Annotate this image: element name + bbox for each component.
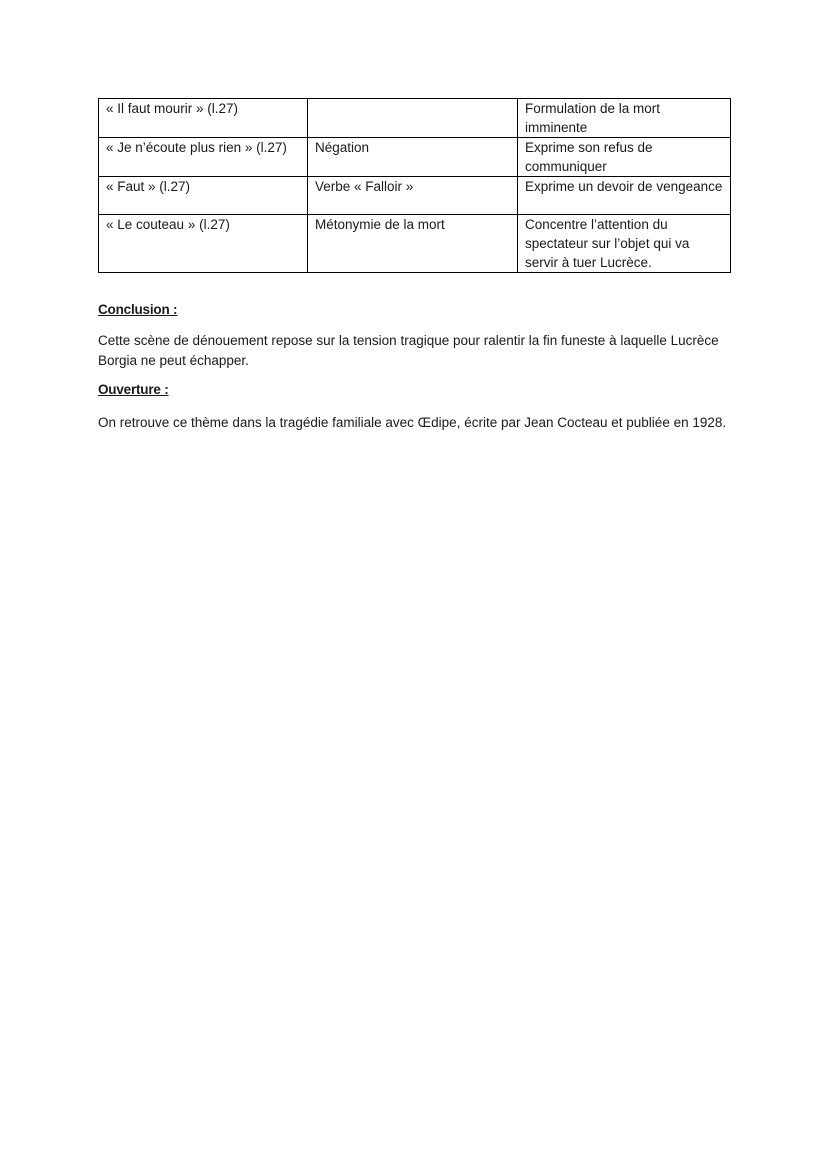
ouverture-heading: Ouverture : (98, 382, 169, 397)
table-cell-device (308, 99, 518, 138)
table-cell-device: Verbe « Falloir » (308, 177, 518, 215)
table-row (99, 99, 731, 138)
table-cell-quote: « Le couteau » (l.27) (99, 215, 308, 273)
table-cell-quote: « Faut » (l.27) (99, 177, 308, 215)
table-row (99, 177, 731, 215)
table-cell-quote: « Il faut mourir » (l.27) (99, 99, 308, 138)
ouverture-paragraph: On retrouve ce thème dans la tragédie familiale avec Œdipe, écrite par Jean Cocteau et publiée en 1928. (98, 415, 727, 430)
table-cell-effect: Concentre l’attention du spectateur sur l’objet qui va servir à tuer Lucrèce. (518, 215, 731, 273)
table-cell-device: Négation (308, 138, 518, 177)
table-cell-effect: Exprime son refus de communiquer (518, 138, 731, 177)
table-row (99, 138, 731, 177)
analysis-table (98, 98, 731, 273)
conclusion-heading: Conclusion : (98, 302, 178, 317)
table-cell-effect: Exprime un devoir de vengeance (518, 177, 731, 215)
table-row (99, 215, 731, 273)
conclusion-paragraph: Cette scène de dénouement repose sur la tension tragique pour ralentir la fin funeste à laquelle Lucrèce Borgia ne peut échapper. (98, 333, 719, 368)
table-cell-device: Métonymie de la mort (308, 215, 518, 273)
table-cell-quote: « Je n’écoute plus rien » (l.27) (99, 138, 308, 177)
table-cell-effect: Formulation de la mort imminente (518, 99, 731, 138)
